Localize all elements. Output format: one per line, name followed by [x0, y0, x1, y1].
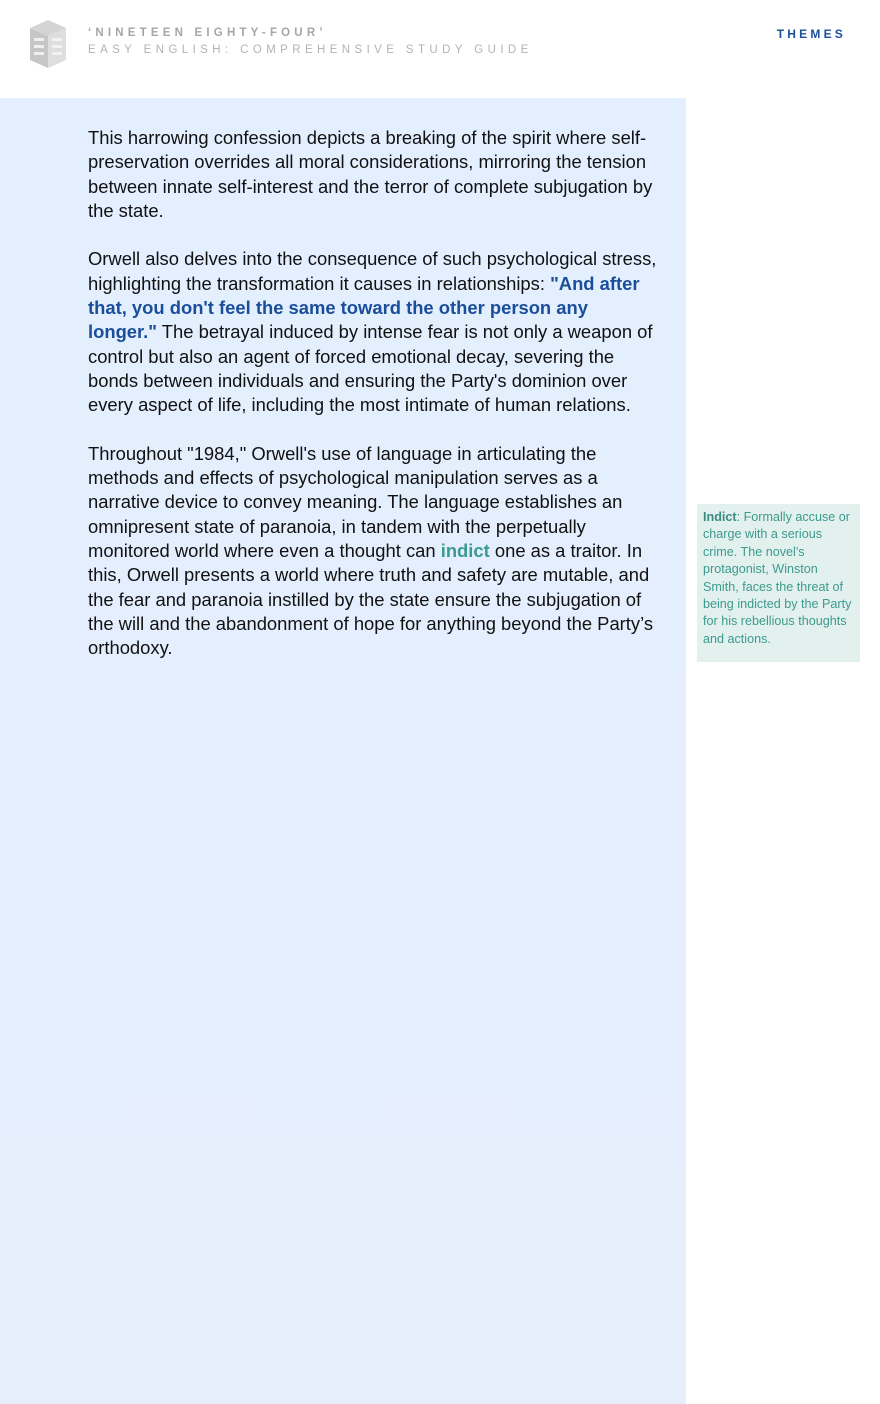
paragraph-confession	[88, 126, 658, 223]
glossary-term-indict: indict	[440, 540, 490, 562]
guide-title: ‘NINETEEN EIGHTY-FOUR’	[88, 27, 327, 39]
glossary-note	[697, 504, 860, 662]
body-text	[88, 126, 658, 685]
paragraph-3-rest: one as a traitor. In this, Orwell presents a world where truth and safety are mutable, and the fear and paranoia instilled by the state ensure the subjugation of the will and the abandonment of hope for anything beyond the Party’s orthodoxy.	[88, 540, 654, 659]
glossary-note-definition: : Formally accuse or charge with a serious crime. The novel's protagonist, Winston Smith, faces the threat of being indicted by the Party for his rebellious thoughts and actions.	[703, 510, 852, 646]
paragraph-language	[88, 442, 658, 661]
paragraph-relationships	[88, 247, 658, 417]
page-header	[0, 0, 880, 98]
paragraph-2-intro: Orwell also delves into the consequence of such psychological stress, highlighting the transformation it causes in relationships:	[88, 248, 657, 294]
paragraph-2-rest: The betrayal induced by intense fear is not only a weapon of control but also an agent of forced emotional decay, severing the bonds between individuals and ensuring the Party's dominion over every aspect of life, including the most intimate of human relations.	[88, 321, 653, 416]
book-stack-icon	[26, 18, 70, 70]
paragraph-3-intro: Throughout "1984," Orwell's use of language in articulating the methods and effects of psychological manipulation serves as a narrative device to convey meaning. The language establishes an omnipresent state of paranoia, in tandem with the perpetually monitored world where even a thought can	[88, 442, 623, 562]
novel-quote: "And after that, you don't feel the same toward the other person any longer."	[88, 272, 640, 343]
paragraph-1-text: This harrowing confession depicts a breaking of the spirit where self-preservation overrides all moral considerations, mirroring the tension between innate self-interest and the terror of complete subjugation by the state.	[88, 127, 653, 221]
section-label: THEMES	[776, 27, 846, 41]
glossary-note-term: Indict	[703, 510, 737, 524]
guide-subtitle: EASY ENGLISH: COMPREHENSIVE STUDY GUIDE	[88, 44, 533, 56]
